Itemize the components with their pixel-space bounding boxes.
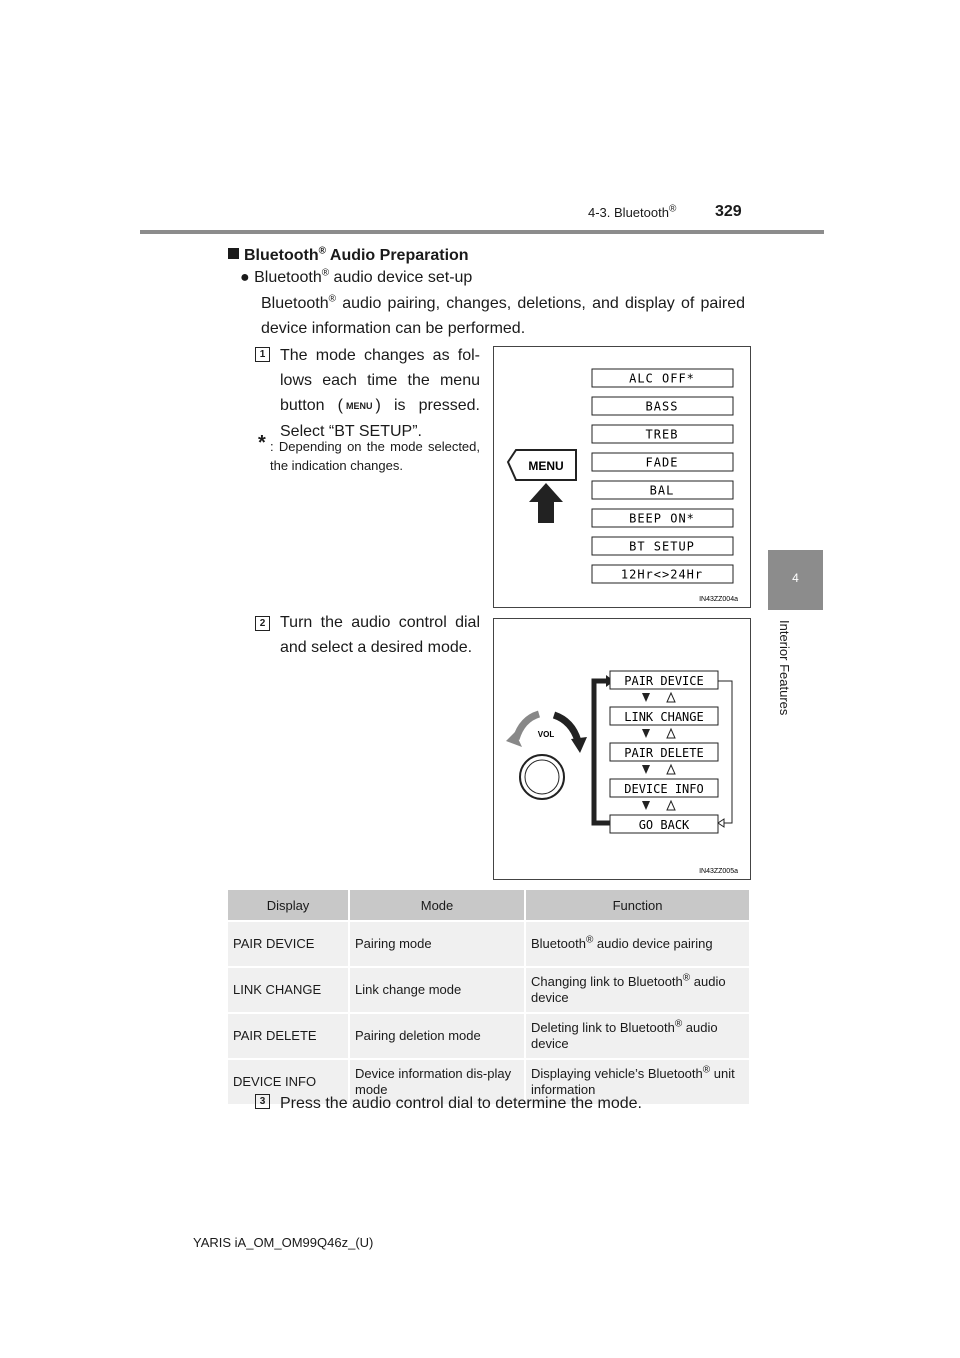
- up-arrow-icon: [667, 729, 675, 738]
- vol-dial-icon: [506, 714, 587, 799]
- step-1-text: The mode changes as fol-lows each time the menu button ( MENU ) is pressed. Select “BT SETUP”.: [280, 347, 481, 440]
- step-number-1: 1: [255, 347, 270, 362]
- svg-text:PAIR DEVICE: PAIR DEVICE: [624, 674, 704, 688]
- table-row: [228, 921, 749, 967]
- svg-text:BASS: BASS: [645, 399, 679, 414]
- intro-paragraph: Bluetooth® audio pairing, changes, deletions, and display of paired device information can be performed.: [261, 293, 745, 337]
- column-header-mode: Mode: [349, 890, 525, 921]
- svg-text:VOL: VOL: [537, 730, 555, 739]
- svg-text:BT SETUP: BT SETUP: [629, 539, 695, 554]
- page-number: 329: [715, 203, 742, 220]
- menu-mode-item: [592, 565, 733, 583]
- section-title: 4-3. Bluetooth®: [588, 203, 677, 220]
- menu-mode-item: [592, 453, 733, 471]
- note-text: : Depending on the mode selected, the indication changes.: [270, 439, 480, 473]
- down-arrow-icon: [642, 765, 650, 774]
- figure-dial-modes: [493, 618, 751, 880]
- cell-mode: Link change mode: [349, 967, 525, 1013]
- up-arrow-icon: [667, 765, 675, 774]
- cell-mode: Device information dis-play mode: [349, 1059, 525, 1104]
- svg-text:ALC OFF*: ALC OFF*: [629, 371, 695, 386]
- cell-mode: Pairing mode: [349, 921, 525, 967]
- svg-text:GO BACK: GO BACK: [638, 818, 690, 832]
- menu-mode-item: [592, 397, 733, 415]
- menu-mode-item: [592, 481, 733, 499]
- heading: Bluetooth® Audio Preparation: [228, 243, 469, 268]
- press-arrow-icon: [529, 483, 563, 523]
- column-header-function: Function: [525, 890, 749, 921]
- chapter-label: Interior Features: [777, 620, 792, 716]
- step-number-3: 3: [255, 1094, 270, 1109]
- column-header-display: Display: [228, 890, 349, 921]
- cell-function: Deleting link to Bluetooth® audio device: [525, 1013, 749, 1059]
- svg-text:MENU: MENU: [528, 459, 564, 473]
- bt-mode-item: [610, 671, 718, 689]
- menu-mode-item: [592, 509, 733, 527]
- footer-doc-id: YARIS iA_OM_OM99Q46z_(U): [193, 1235, 374, 1250]
- bt-mode-item: [610, 779, 718, 797]
- svg-text:TREB: TREB: [645, 427, 679, 442]
- bt-mode-item: [610, 815, 718, 833]
- table-row: [228, 1013, 749, 1059]
- up-arrow-icon: [667, 693, 675, 702]
- svg-text:BAL: BAL: [649, 483, 675, 498]
- step-3-text: Press the audio control dial to determine the mode.: [280, 1095, 642, 1112]
- dial-mode-diagram: [494, 619, 750, 879]
- svg-text:12Hr<>24Hr: 12Hr<>24Hr: [620, 567, 704, 582]
- cell-function: Changing link to Bluetooth® audio device: [525, 967, 749, 1013]
- cell-mode: Pairing deletion mode: [349, 1013, 525, 1059]
- cell-function: Bluetooth® audio device pairing: [525, 921, 749, 967]
- up-arrow-icon: [667, 801, 675, 810]
- menu-cycle-diagram: [494, 347, 750, 607]
- cell-function: Displaying vehicle’s Bluetooth® unit information: [525, 1059, 749, 1104]
- menu-mode-item: [592, 369, 733, 387]
- cell-display: DEVICE INFO: [228, 1059, 349, 1104]
- figure-code: IN43ZZ005a: [699, 868, 738, 875]
- menu-mode-item: [592, 537, 733, 555]
- down-arrow-icon: [642, 693, 650, 702]
- down-arrow-icon: [642, 801, 650, 810]
- svg-text:DEVICE INFO: DEVICE INFO: [624, 782, 704, 796]
- svg-text:BEEP ON*: BEEP ON*: [629, 511, 695, 526]
- table-row: [228, 967, 749, 1013]
- cell-display: LINK CHANGE: [228, 967, 349, 1013]
- bt-mode-item: [610, 743, 718, 761]
- note-mark: *: [258, 432, 266, 454]
- svg-text:PAIR DELETE: PAIR DELETE: [624, 746, 704, 760]
- chapter-tab: 4: [768, 550, 823, 610]
- down-arrow-icon: [642, 729, 650, 738]
- mode-table: [228, 890, 749, 1104]
- figure-menu-cycle: [493, 346, 751, 608]
- step-2-text: Turn the audio control dial and select a desired mode.: [280, 614, 480, 656]
- step-number-2: 2: [255, 616, 270, 631]
- figure-code: IN43ZZ004a: [699, 596, 738, 603]
- svg-text:FADE: FADE: [645, 455, 679, 470]
- subheading: ● Bluetooth® audio device set-up: [240, 267, 473, 286]
- svg-text:LINK CHANGE: LINK CHANGE: [624, 710, 704, 724]
- menu-mode-item: [592, 425, 733, 443]
- menu-button-icon: MENU: [345, 401, 373, 411]
- bt-mode-item: [610, 707, 718, 725]
- cell-display: PAIR DELETE: [228, 1013, 349, 1059]
- square-bullet-icon: [228, 248, 239, 259]
- cell-display: PAIR DEVICE: [228, 921, 349, 967]
- circle-bullet-icon: ●: [240, 269, 250, 286]
- header-rule: [140, 230, 824, 234]
- menu-button: [508, 450, 576, 480]
